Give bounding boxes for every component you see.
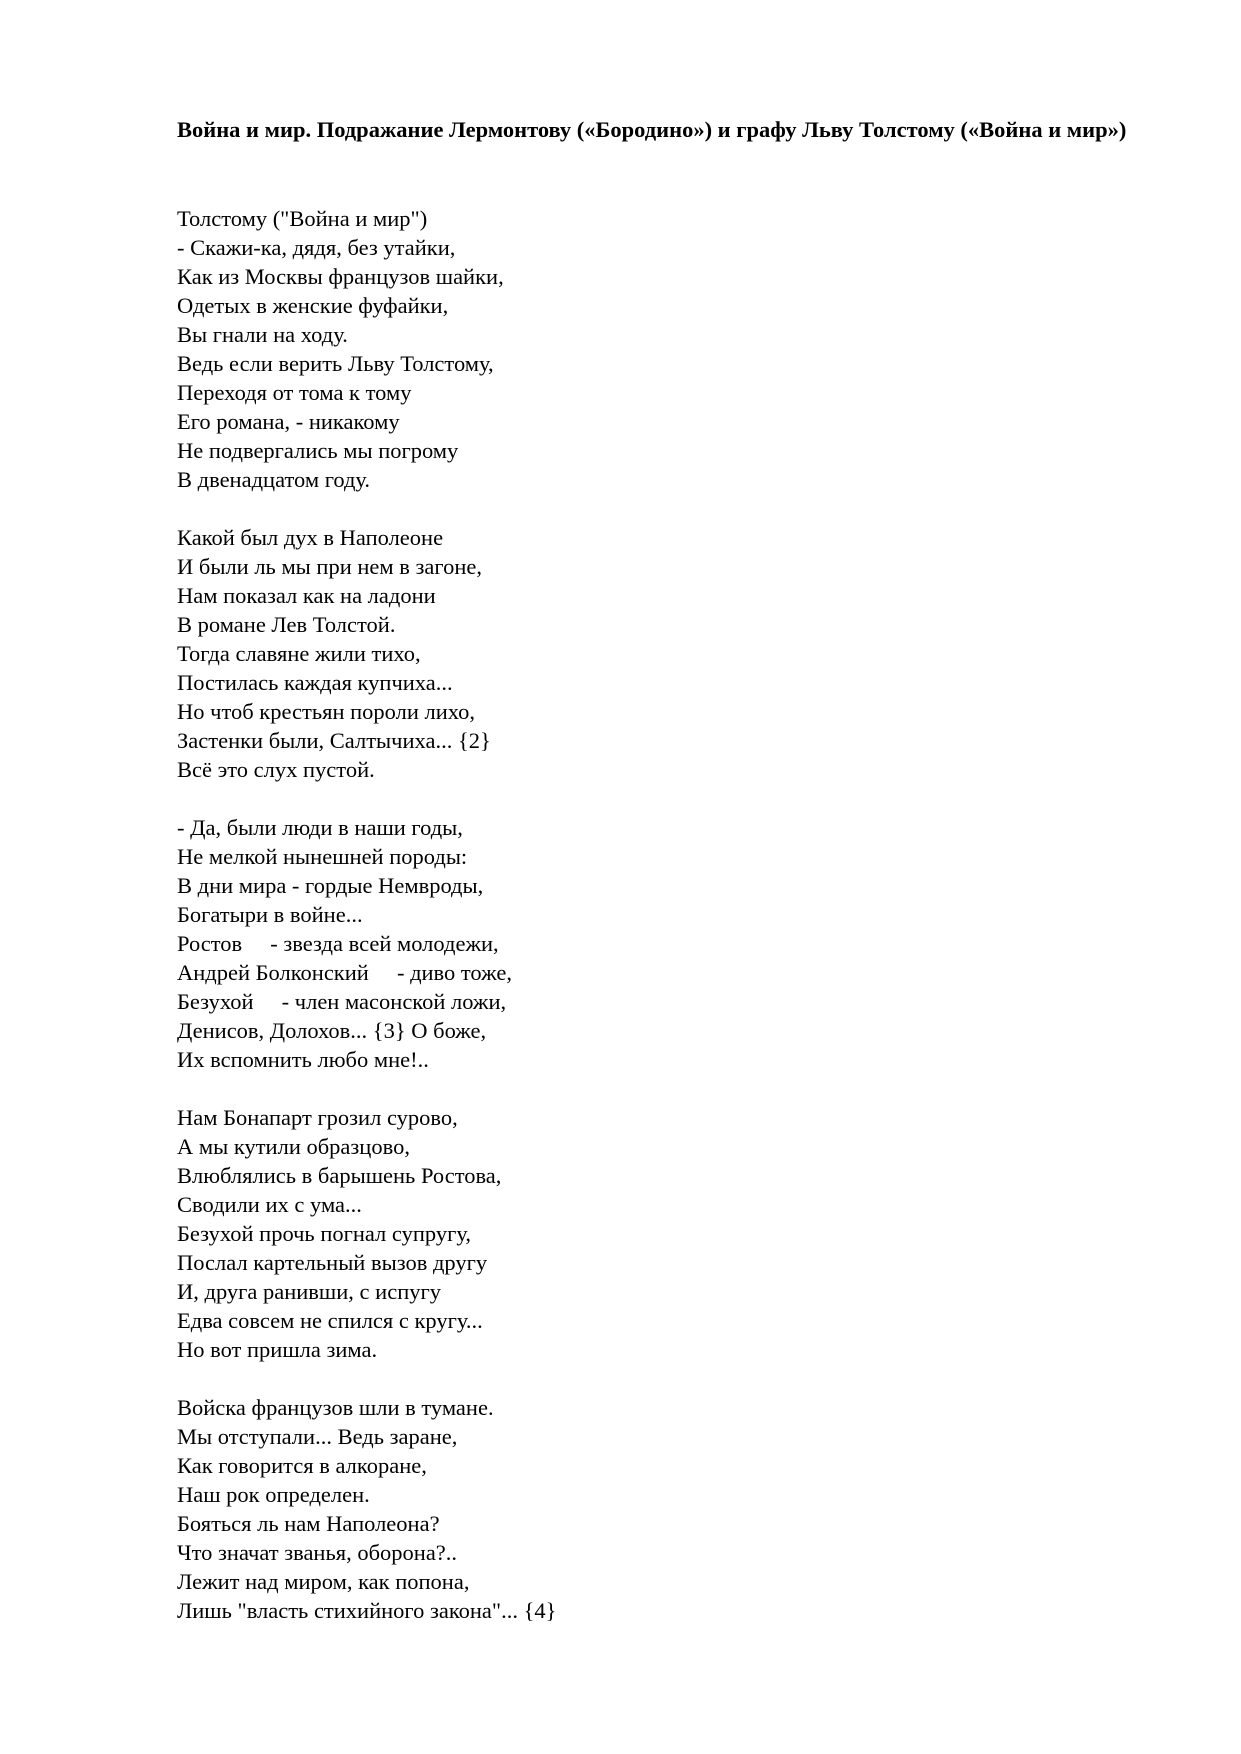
poem-line: Не подвергались мы погрому xyxy=(177,438,459,463)
poem-line: Постилась каждая купчиха... xyxy=(177,670,453,695)
poem-line: Едва совсем не спился с кругу... xyxy=(177,1308,483,1333)
stanza-1 xyxy=(177,204,1077,494)
poem-line: Толстому ("Война и мир") xyxy=(177,206,428,231)
poem-line: Андрей Болконский - диво тоже, xyxy=(177,960,512,985)
poem-line: Сводили их с ума... xyxy=(177,1192,362,1217)
poem-line: Безухой - член масонской ложи, xyxy=(177,989,507,1014)
stanza-2 xyxy=(177,523,1077,784)
poem-line: Бояться ль нам Наполеона? xyxy=(177,1511,440,1536)
poem-line: Переходя от тома к тому xyxy=(177,380,412,405)
poem-line: Их вспомнить любо мне!.. xyxy=(177,1047,429,1072)
poem-line: Тогда славяне жили тихо, xyxy=(177,641,421,666)
stanza-3 xyxy=(177,813,1077,1074)
poem-line: В романе Лев Толстой. xyxy=(177,612,396,637)
poem-line: Богатыри в войне... xyxy=(177,902,363,927)
poem-line: Его романа, - никакому xyxy=(177,409,400,434)
poem-line: Не мелкой нынешней породы: xyxy=(177,844,468,869)
poem-line: - Скажи-ка, дядя, без утайки, xyxy=(177,235,456,260)
poem-line: Вы гнали на ходу. xyxy=(177,322,348,347)
poem-line: Как из Москвы французов шайки, xyxy=(177,264,504,289)
poem-body xyxy=(177,204,1077,1654)
poem-line: Нам Бонапарт грозил сурово, xyxy=(177,1105,458,1130)
poem-line: Одетых в женские фуфайки, xyxy=(177,293,449,318)
poem-line: И, друга ранивши, с испугу xyxy=(177,1279,441,1304)
poem-line: Влюблялись в барышень Ростова, xyxy=(177,1163,502,1188)
poem-line: Какой был дух в Наполеоне xyxy=(177,525,444,550)
poem-line: Войска французов шли в тумане. xyxy=(177,1395,494,1420)
poem-line: Лежит над миром, как попона, xyxy=(177,1569,470,1594)
poem-line: И были ль мы при нем в загоне, xyxy=(177,554,482,579)
poem-line: Мы отступали... Ведь заране, xyxy=(177,1424,458,1449)
poem-line: Ведь если верить Льву Толстому, xyxy=(177,351,494,376)
poem-line: Что значат званья, оборона?.. xyxy=(177,1540,458,1565)
poem-line: Послал картельный вызов другу xyxy=(177,1250,488,1275)
poem-line: Как говорится в алкоране, xyxy=(177,1453,427,1478)
poem-line: Ростов - звезда всей молодежи, xyxy=(177,931,499,956)
poem-line: А мы кутили образцово, xyxy=(177,1134,410,1159)
poem-line: Но чтоб крестьян пороли лихо, xyxy=(177,699,476,724)
poem-line: Нам показал как на ладони xyxy=(177,583,436,608)
poem-line: В двенадцатом году. xyxy=(177,467,371,492)
stanza-5 xyxy=(177,1393,1077,1625)
poem-line: Но вот пришла зима. xyxy=(177,1337,378,1362)
poem-line: Безухой прочь погнал супругу, xyxy=(177,1221,471,1246)
stanza-4 xyxy=(177,1103,1077,1364)
poem-line: - Да, были люди в наши годы, xyxy=(177,815,463,840)
document-title: Война и мир. Подражание Лермонтову («Бородино») и графу Льву Толстому («Война и мир») xyxy=(177,117,1127,142)
poem-line: Наш рок определен. xyxy=(177,1482,370,1507)
poem-line: В дни мира - гордые Немвроды, xyxy=(177,873,484,898)
poem-line: Лишь "власть стихийного закона"... {4} xyxy=(177,1598,557,1623)
poem-line: Всё это слух пустой. xyxy=(177,757,375,782)
poem-line: Застенки были, Салтычиха... {2} xyxy=(177,728,491,753)
poem-line: Денисов, Долохов... {3} О боже, xyxy=(177,1018,487,1043)
